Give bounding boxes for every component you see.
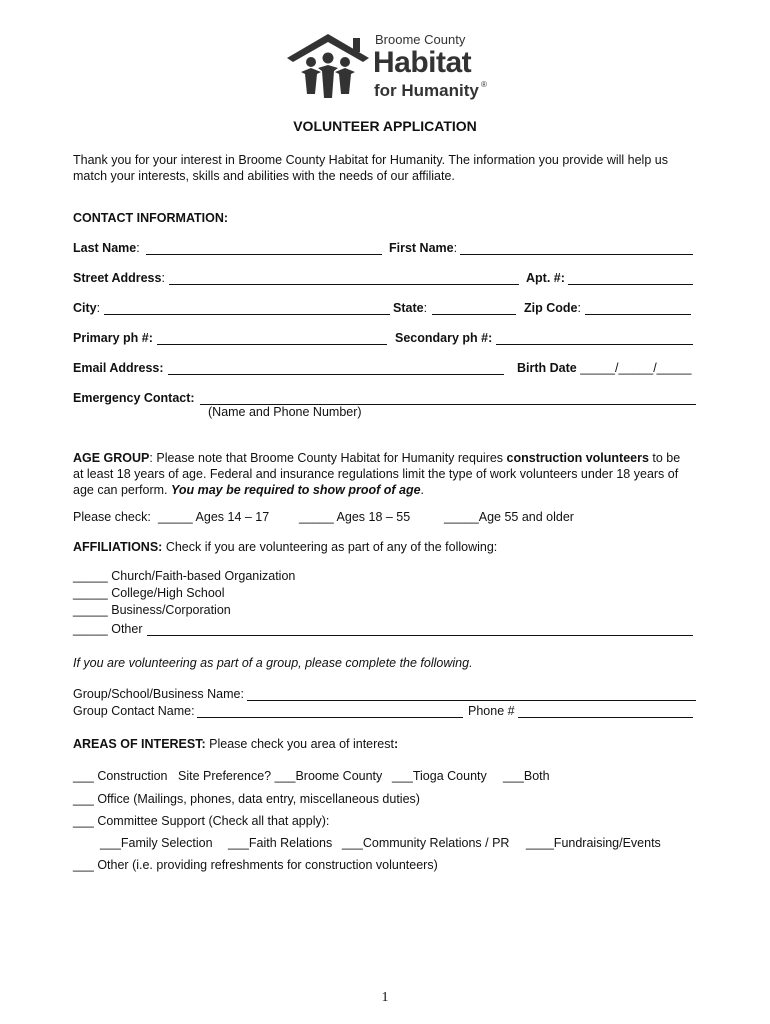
- primary-phone-label: Primary ph #:: [73, 331, 153, 345]
- group-contact-field[interactable]: [197, 717, 463, 718]
- interest-office[interactable]: ___ Office (Mailings, phones, data entry, miscellaneous duties): [73, 792, 420, 806]
- age-option-18-55[interactable]: _____ Ages 18 – 55: [299, 510, 411, 524]
- secondary-phone-label: Secondary ph #:: [395, 331, 493, 345]
- site-preference-broome[interactable]: Site Preference? ___Broome County: [178, 769, 383, 783]
- apt-field[interactable]: [568, 284, 693, 285]
- birth-date-field[interactable]: _____/_____/_____: [580, 361, 692, 375]
- age-group-paragraph: AGE GROUP: Please note that Broome County Habitat for Humanity requires construction volunteers to be at least 18 years of age. Federal and insurance regulations limit the type of work volunteers under 18 years of age can perform. You may be required to show proof of age.: [73, 451, 681, 497]
- email-field[interactable]: [168, 374, 504, 375]
- group-phone-label: Phone #: [468, 704, 515, 718]
- last-name-field[interactable]: [146, 254, 382, 255]
- age-option-14-17[interactable]: _____ Ages 14 – 17: [158, 510, 270, 524]
- first-name-label: First Name:: [389, 241, 458, 255]
- contact-heading: CONTACT INFORMATION:: [73, 211, 229, 225]
- affiliation-church[interactable]: _____ Church/Faith-based Organization: [73, 569, 296, 583]
- first-name-field[interactable]: [460, 254, 693, 255]
- committee-fundraising[interactable]: ____Fundraising/Events: [526, 836, 661, 850]
- street-address-label: Street Address:: [73, 271, 165, 285]
- primary-phone-field[interactable]: [157, 344, 387, 345]
- page-title: VOLUNTEER APPLICATION: [293, 118, 477, 134]
- site-preference-tioga[interactable]: ___Tioga County: [392, 769, 487, 783]
- secondary-phone-field[interactable]: [496, 344, 693, 345]
- state-field[interactable]: [432, 314, 516, 315]
- group-contact-label: Group Contact Name:: [73, 704, 195, 718]
- city-field[interactable]: [104, 314, 390, 315]
- logo-line-1: Broome County: [375, 32, 466, 47]
- birth-date-label: Birth Date _____/_____/_____: [517, 361, 692, 375]
- please-check-label: Please check:: [73, 510, 151, 524]
- affiliation-other[interactable]: _____ Other: [73, 622, 143, 636]
- emergency-contact-hint: (Name and Phone Number): [208, 405, 362, 419]
- committee-community-relations[interactable]: ___Community Relations / PR: [342, 836, 510, 850]
- logo-registered-mark: ®: [481, 80, 487, 89]
- interest-construction[interactable]: ___ Construction: [73, 769, 168, 783]
- affiliation-college[interactable]: _____ College/High School: [73, 586, 225, 600]
- logo-line-2: Habitat: [373, 46, 472, 79]
- page-number: 1: [381, 990, 389, 1005]
- site-preference-both[interactable]: ___Both: [503, 769, 550, 783]
- email-label: Email Address:: [73, 361, 164, 375]
- emergency-contact-label: Emergency Contact:: [73, 391, 195, 405]
- habitat-house-people-icon: [283, 28, 373, 106]
- interest-other[interactable]: ___ Other (i.e. providing refreshments for construction volunteers): [73, 858, 438, 872]
- group-name-label: Group/School/Business Name:: [73, 687, 244, 701]
- habitat-logo: [283, 28, 493, 106]
- group-name-field[interactable]: [247, 700, 696, 701]
- intro-paragraph: Thank you for your interest in Broome County Habitat for Humanity. The information you provide will help us match your interests, skills and abilities with the needs of our affiliate.: [73, 153, 668, 183]
- city-label: City:: [73, 301, 101, 315]
- committee-faith-relations[interactable]: ___Faith Relations: [228, 836, 333, 850]
- zip-code-label: Zip Code:: [524, 301, 581, 315]
- affiliation-other-field[interactable]: [147, 635, 693, 636]
- logo-line-3: for Humanity: [374, 81, 479, 100]
- interest-committee[interactable]: ___ Committee Support (Check all that apply):: [73, 814, 330, 828]
- last-name-label: Last Name:: [73, 241, 140, 255]
- affiliation-business[interactable]: _____ Business/Corporation: [73, 603, 231, 617]
- interests-heading: AREAS OF INTEREST: Please check you area of interest:: [73, 737, 399, 751]
- apt-label: Apt. #:: [526, 271, 565, 285]
- committee-family-selection[interactable]: ___Family Selection: [100, 836, 213, 850]
- age-option-55-older[interactable]: _____Age 55 and older: [444, 510, 574, 524]
- zip-code-field[interactable]: [585, 314, 691, 315]
- group-note: If you are volunteering as part of a group, please complete the following.: [73, 656, 473, 670]
- street-address-field[interactable]: [169, 284, 519, 285]
- group-phone-field[interactable]: [518, 717, 693, 718]
- affiliations-heading: AFFILIATIONS: Check if you are volunteering as part of any of the following:: [73, 540, 498, 554]
- state-label: State:: [393, 301, 428, 315]
